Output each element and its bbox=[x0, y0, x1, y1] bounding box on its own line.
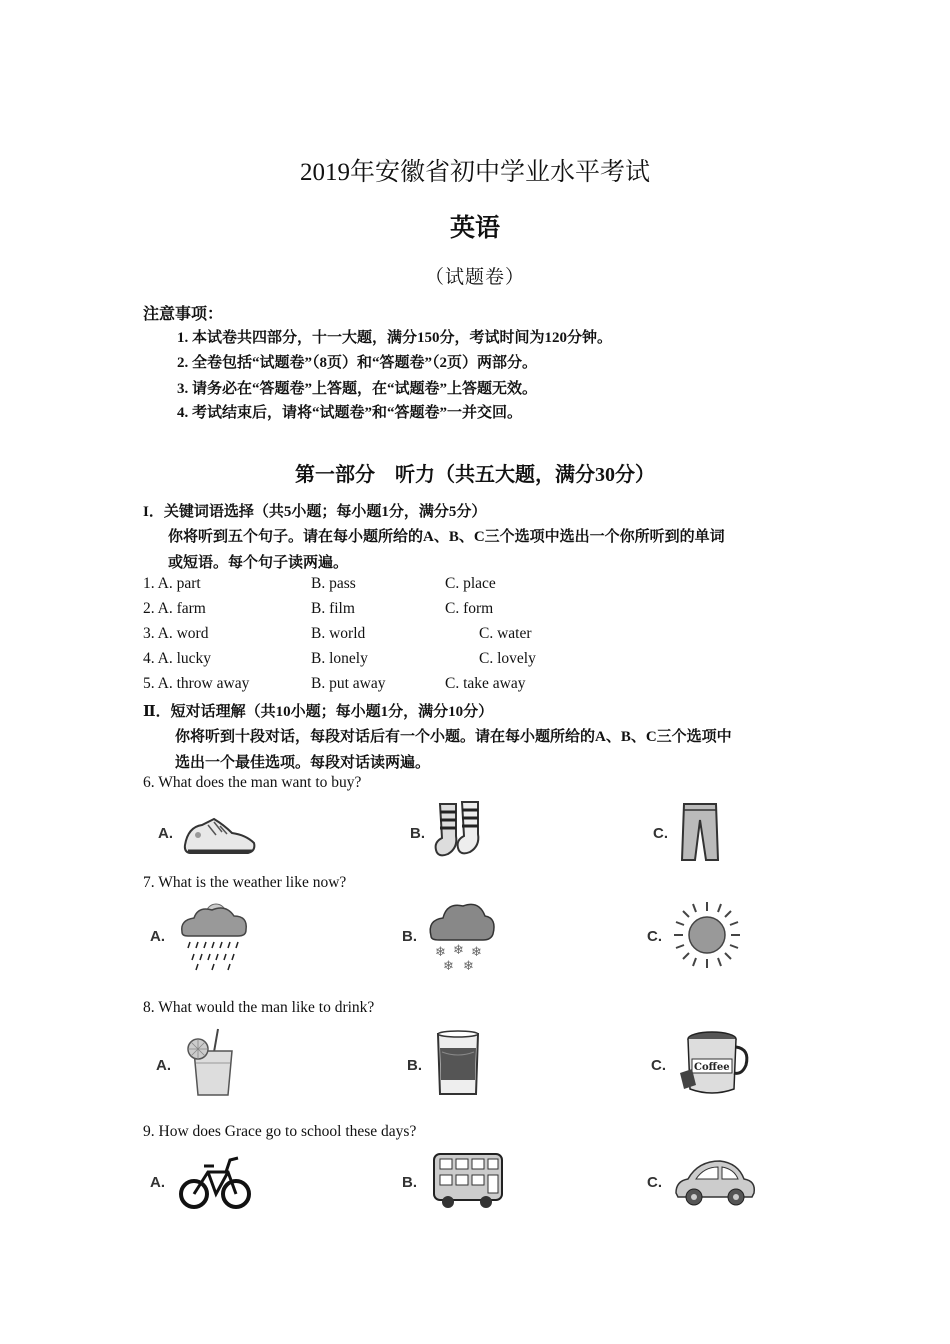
trousers-icon bbox=[678, 800, 723, 865]
q8-label-a: A. bbox=[156, 1057, 171, 1074]
q7-label-b: B. bbox=[402, 928, 417, 945]
q7-question: 7. What is the weather like now? bbox=[143, 874, 347, 891]
q2-option-b: B. film bbox=[311, 600, 355, 617]
q6-label-c: C. bbox=[653, 825, 668, 842]
q7-label-a: A. bbox=[150, 928, 165, 945]
notice-item: 3. 请务必在“答题卷”上答题，在“试题卷”上答题无效。 bbox=[177, 381, 538, 397]
q6-label-b: B. bbox=[410, 825, 425, 842]
q3-option-b: B. world bbox=[311, 625, 366, 642]
part1-heading: 第一部分 听力（共五大题，满分30分） bbox=[295, 464, 655, 486]
q8-label-c: C. bbox=[651, 1057, 666, 1074]
q2-option-c: C. form bbox=[445, 600, 494, 617]
q9-label-c: C. bbox=[647, 1174, 662, 1191]
socks-icon bbox=[432, 800, 492, 865]
q1-option-c: C. place bbox=[445, 575, 496, 592]
q9-label-b: B. bbox=[402, 1174, 417, 1191]
svg-text:❄: ❄ bbox=[453, 943, 464, 958]
q8-question: 8. What would the man like to drink? bbox=[143, 999, 375, 1016]
sun-icon bbox=[671, 898, 743, 973]
q6-question: 6. What does the man want to buy? bbox=[143, 774, 362, 791]
bicycle-icon bbox=[178, 1148, 252, 1212]
q6-label-a: A. bbox=[158, 825, 173, 842]
q5-option-a: 5. A. throw away bbox=[143, 675, 250, 692]
notice-item: 1. 本试卷共四部分，十一大题，满分150分，考试时间为120分钟。 bbox=[177, 330, 613, 346]
q7-label-c: C. bbox=[647, 928, 662, 945]
q3-option-c: C. water bbox=[479, 625, 532, 642]
q4-option-a: 4. A. lucky bbox=[143, 650, 212, 667]
section2-instructions: 你将听到十段对话，每段对话后有一个小题。请在每小题所给的A、B、C三个选项中 bbox=[175, 729, 732, 745]
notice-item: 4. 考试结束后，请将“试题卷”和“答题卷”一并交回。 bbox=[177, 405, 523, 421]
orange-juice-icon bbox=[184, 1025, 244, 1100]
svg-text:❄: ❄ bbox=[463, 959, 474, 973]
section2-instructions: 选出一个最佳选项。每段对话读两遍。 bbox=[175, 755, 431, 771]
q1-option-a: 1. A. part bbox=[143, 575, 201, 592]
section1-instructions: 你将听到五个句子。请在每小题所给的A、B、C三个选项中选出一个你所听到的单词 bbox=[168, 529, 725, 545]
q3-option-a: 3. A. word bbox=[143, 625, 209, 642]
q5-option-b: B. put away bbox=[311, 675, 386, 692]
q4-option-b: B. lonely bbox=[311, 650, 368, 667]
svg-text:❄: ❄ bbox=[471, 945, 482, 960]
notice-heading: 注意事项： bbox=[143, 306, 224, 323]
subject-title: 英语 bbox=[449, 215, 500, 242]
q9-label-a: A. bbox=[150, 1174, 165, 1191]
paper-type: （试题卷） bbox=[424, 267, 525, 288]
rain-cloud-icon bbox=[176, 898, 251, 973]
q1-option-b: B. pass bbox=[311, 575, 356, 592]
q2-option-a: 2. A. farm bbox=[143, 600, 206, 617]
car-icon bbox=[672, 1155, 758, 1210]
q4-option-c: C. lovely bbox=[479, 650, 536, 667]
bus-icon bbox=[430, 1150, 508, 1210]
q9-question: 9. How does Grace go to school these days? bbox=[143, 1123, 417, 1140]
glass-of-drink-icon bbox=[432, 1028, 487, 1100]
coffee-mug-icon bbox=[678, 1025, 750, 1103]
section1-heading: I．关键词语选择（共5小题；每小题1分，满分5分） bbox=[143, 504, 487, 520]
section1-instructions: 或短语。每个句子读两遍。 bbox=[168, 555, 349, 571]
snow-cloud-icon bbox=[425, 898, 497, 973]
exam-title: 2019年安徽省初中学业水平考试 bbox=[299, 159, 650, 186]
q8-label-b: B. bbox=[407, 1057, 422, 1074]
q5-option-c: C. take away bbox=[445, 675, 526, 692]
section2-heading: Ⅱ．短对话理解（共10小题；每小题1分，满分10分） bbox=[143, 704, 494, 720]
svg-text:❄: ❄ bbox=[443, 959, 454, 973]
sneaker-icon bbox=[180, 805, 260, 860]
svg-text:Coffee: Coffee bbox=[694, 1062, 730, 1073]
notice-item: 2. 全卷包括“试题卷”（8页）和“答题卷”（2页）两部分。 bbox=[177, 355, 538, 371]
svg-text:❄: ❄ bbox=[435, 945, 446, 960]
